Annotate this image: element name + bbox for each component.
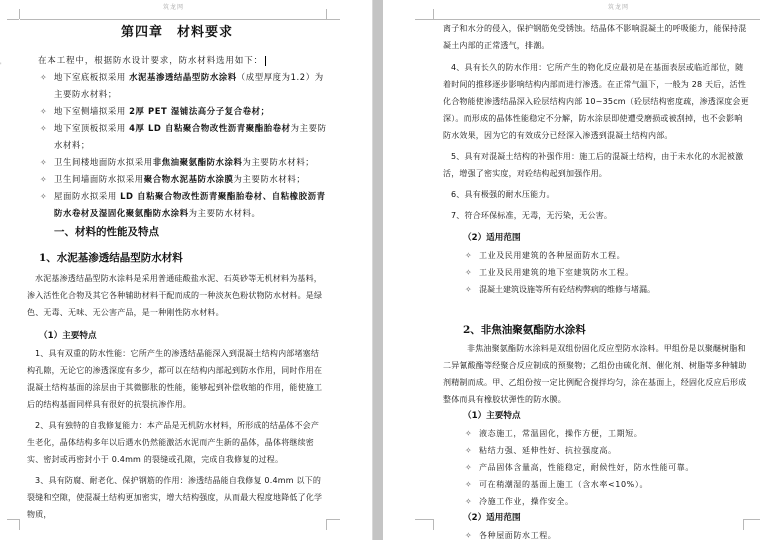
corner-mark [415, 519, 433, 520]
corner-mark [326, 19, 340, 20]
diamond-bullet-icon: ✧ [465, 446, 472, 455]
page-right-body[interactable] [443, 20, 749, 540]
feature-paragraph: 6、具有极强的耐水压能力。 [451, 190, 555, 199]
material-bullet: ✧ 卫生间楼地面防水拟采用非焦油聚氨酯防水涂料为主要防水材料； [27, 154, 327, 171]
features-heading: （1）主要特点 [463, 411, 521, 421]
feature-paragraph: 3、具有防腐、耐老化、保护钢筋的作用：渗透结晶能自我修复 0.4mm 以下的裂缝和空隙，使混凝土结构更加密实，增大结构强度，从而最大程度地降低了化学物质， [27, 476, 323, 519]
corner-mark [7, 519, 19, 520]
feature-item: ✧ 产品固体含量高，性能稳定，耐候性好，防水性能可靠。 [443, 459, 749, 476]
diamond-bullet-icon: ✧ [40, 192, 47, 201]
intro-paragraph: 在本工程中，根据防水设计要求，防水材料选用如下： [27, 52, 327, 69]
diamond-bullet-icon: ✧ [465, 531, 472, 540]
scope-item: ✧ 各种屋面防水工程。 [443, 527, 749, 540]
feature-paragraph: 1、具有双重的防水性能：它所产生的渗透结晶能深入到混凝土结构内部堵塞结构孔隙，无论它的渗透深度有多少，都可以在结构内部起到防水作用，同时作用在混凝土结构基面的涂层由于其微膨胀的性能，能够起到补偿收缩的作用，能使施工后的结构基面同样具有很好的抗裂抗渗作用。 [27, 349, 323, 409]
feature-item: ✧ 可在稍潮湿的基面上施工（含水率<10%）。 [443, 476, 749, 493]
diamond-bullet-icon: ✧ [465, 268, 472, 277]
page-left-body[interactable] [27, 22, 327, 523]
material-bullet: ✧ 地下室底板拟采用 水泥基渗透结晶型防水涂料（成型厚度为1.2）为主要防水材料； [27, 69, 327, 103]
scope-item: ✧ 工业及民用建筑的各种屋面防水工程。 [443, 247, 749, 264]
page-gutter [372, 0, 383, 540]
material-bullet: ✧ 卫生间墙面防水拟采用聚合物水泥基防水涂膜为主要防水材料； [27, 171, 327, 188]
scope-heading: （2）适用范围 [463, 513, 521, 523]
subsection-heading: 2、非焦油聚氨酯防水涂料 [463, 324, 586, 336]
diamond-bullet-icon: ✧ [40, 107, 47, 116]
diamond-bullet-icon: ✧ [465, 429, 472, 438]
feature-item: ✧ 液态施工，常温固化，操作方便，工期短。 [443, 425, 749, 442]
description-paragraph: 非焦油聚氨酯防水涂料是双组份固化反应型防水涂料。甲组份是以聚醚树脂和二异氰酸酯等经聚合反应制成的预聚物；乙组份由硫化剂、催化剂、树脂等多种辅助剂精制而成。甲、乙组份按一定比例配合搅拌均匀，涂在基面上，经固化反应后形成整体而具有橡胶状弹性的防水膜。 [443, 344, 747, 404]
text-cursor [265, 56, 266, 66]
corner-mark [433, 9, 434, 19]
header-line [20, 19, 340, 20]
diamond-bullet-icon: ✧ [465, 251, 472, 260]
diamond-bullet-icon: ✧ [40, 175, 47, 184]
continuation-paragraph: 离子和水分的侵入，保护钢筋免受锈蚀。结晶体不影响混凝土的呼吸能力，能保持混凝土内部的正常透气，排潮。 [443, 24, 747, 50]
page-gutter-edge [372, 0, 373, 540]
corner-mark [19, 9, 20, 19]
material-bullet: ✧ 屋面防水拟采用 LD 自粘聚合物改性沥青聚酯胎卷材、自粘橡胶沥青防水卷材及湿固化聚氨酯防水涂料为主要防水材料。 [27, 188, 327, 222]
diamond-bullet-icon: ✧ [465, 480, 472, 489]
corner-mark [433, 519, 434, 530]
feature-paragraph: 2、具有独特的自我修复能力：本产品是无机防水材料，所形成的结晶体不会产生老化，晶体结构多年以后遇水仍然能激活水泥而产生新的晶体，晶体将继续密实、密封或再密封小于 0.4mm 的裂缝或孔隙，完成自我修复的过程。 [27, 421, 320, 464]
material-bullet: ✧ 地下室顶板拟采用 4厚 LD 自粘聚合物改性沥青聚酯胎卷材为主要防水材料； [27, 120, 327, 154]
corner-mark [19, 519, 20, 530]
diamond-bullet-icon: ✧ [40, 73, 47, 82]
subsection-heading: 1、水泥基渗透结晶型防水材料 [39, 252, 183, 264]
diamond-bullet-icon: ✧ [465, 285, 472, 294]
feature-paragraph: 7、符合环保标准，无毒，无污染，无公害。 [451, 211, 613, 220]
corner-mark [7, 19, 19, 20]
material-bullet: ✧ 地下室侧墙拟采用 2厚 PET 湿铺法高分子复合卷材； [27, 103, 327, 120]
feature-paragraph: 5、具有对混凝土结构的补强作用：施工后的混凝土结构，由于未水化的水泥被激活，增强了密实度，对砼结构起到加强作用。 [443, 152, 744, 178]
chapter-title: 第四章 材料要求 [120, 25, 233, 40]
scope-heading: （2）适用范围 [463, 233, 521, 243]
scope-item: ✧ 工业及民用建筑的地下室建筑防水工程。 [443, 264, 749, 281]
feature-item: ✧ 冷施工作业，操作安全。 [443, 493, 749, 510]
diamond-bullet-icon: ✧ [40, 158, 47, 167]
document-page-right [383, 0, 760, 540]
document-page-left [0, 0, 372, 540]
scope-item: ✧ 混凝土建筑设施等所有砼结构弊病的维修与堵漏。 [443, 281, 749, 298]
features-heading: （1）主要特点 [39, 331, 97, 341]
description-paragraph: 水泥基渗透结晶型防水涂料是采用普通硅酸盐水泥、石英砂等无机材料为基料，渗入活性化合物及其它各种辅助材料干配而成的一种淡灰色粉状物防水材料。是绿色、无毒、无味、无公害产品，是一种刚性防水材料。 [27, 274, 323, 317]
feature-item: ✧ 粘结力强、延伸性好、抗拉强度高。 [443, 442, 749, 459]
section-heading: 一、材料的性能及特点 [54, 226, 159, 238]
header-watermark: 筑龙网 [608, 4, 630, 11]
margin-mark: ' [0, 62, 2, 69]
header-watermark: 筑龙网 [163, 4, 185, 11]
corner-mark [415, 19, 433, 20]
diamond-bullet-icon: ✧ [40, 124, 47, 133]
corner-mark [326, 9, 327, 19]
diamond-bullet-icon: ✧ [465, 497, 472, 506]
feature-paragraph: 4、具有长久的防水作用：它所产生的物化反应最初是在基面表层或临近部位，随着时间的推移逐步影响结构内部而进行渗透。在正常气温下，一般为 28 天后，活性化合物能使渗透结晶深入砼层结构内部 10~35cm（砼层结构密度疏，渗透深度会更深）。而形成的晶体性能稳定不分解，防水涂层即使遭受磨损或被刮掉，也不会影响防水效果，因为它的有效成分已经深入渗透到混凝土结构内部。 [443, 63, 749, 140]
diamond-bullet-icon: ✧ [465, 463, 472, 472]
corner-mark [326, 519, 340, 520]
